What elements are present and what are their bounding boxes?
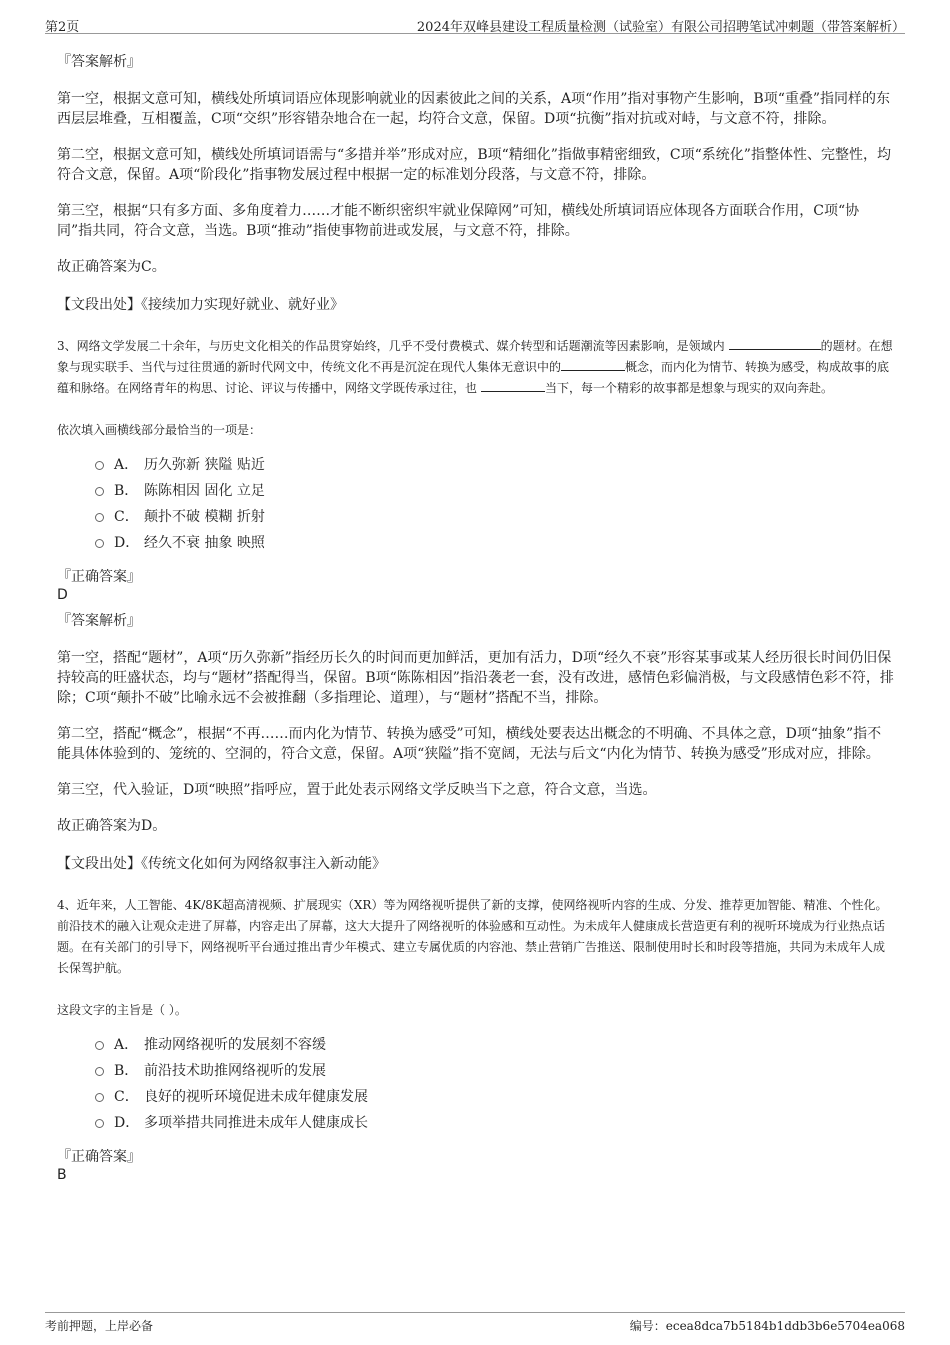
answer-conclusion: 故正确答案为C。	[57, 259, 166, 275]
analysis-paragraph: 第二空，搭配“概念”，根据“不再……而内化为情节、转换为感受”可知，横线处要表达出概念的不明确、不具体之意，D项“抽象”指不能具体体验到的、笼统的、空洞的，符合文意，保留。A项“狭隘”指不宽阔，无法与后文“内化为情节、转换为感受”形成对应，排除。	[57, 726, 882, 762]
analysis-label: 『答案解析』	[57, 613, 141, 629]
document-title: 2024年双峰县建设工程质量检测（试验室）有限公司招聘笔试冲刺题（带答案解析）	[416, 20, 905, 35]
radio-icon[interactable]	[95, 1041, 104, 1050]
source-citation: 【文段出处】《传统文化如何为网络叙事注入新动能》	[57, 856, 386, 872]
page-header	[45, 13, 905, 34]
correct-answer-label: 『正确答案』	[57, 569, 141, 585]
analysis-paragraph: 第一空，根据文意可知，横线处所填词语应体现影响就业的因素彼此之间的关系，A项“作用”指对事物产生影响，B项“重叠”指同样的东西层层堆叠，互相覆盖，C项“交织”形容错杂地合在一起，均符合文意，保留。D项“抗衡”指对抗或对峙，与文意不符，排除。	[57, 91, 891, 127]
question-stem: 3、网络文学发展二十余年，与历史文化相关的作品贯穿始终，几乎不受付费模式、媒介转型和话题潮流等因素影响，是领域内 的题材。在想象与现实联手、当代与过往贯通的新时代网文中，传统文化不再是沉淀在现代人集体无意识中的 概念，而内化为情节、转换为感受，构成故事的底蕴和脉络。在网络青年的构思、讨论、评议与传播中，网络文学既传承过往，也 当下，每一个精彩的故事都是想象与现实的双向奔赴。	[57, 339, 893, 395]
question-prompt: 这段文字的主旨是（ ）。	[57, 1003, 187, 1017]
option-list	[95, 1032, 894, 1136]
fill-blank	[481, 379, 545, 392]
radio-icon[interactable]	[95, 1067, 104, 1076]
radio-icon[interactable]	[95, 1119, 104, 1128]
option-b[interactable]: B． 前沿技术助推网络视听的发展	[95, 1058, 894, 1084]
question-stem: 4、近年来，人工智能、4K/8K超高清视频、扩展现实（XR）等为网络视听提供了新的支撑，使网络视听内容的生成、分发、推荐更加智能、精准、个性化。前沿技术的融入让观众走进了屏幕，内容走出了屏幕，这大大提升了网络视听的体验感和互动性。为未成年人健康成长营造更有利的视听环境成为行业热点话题。在有关部门的引导下，网络视听平台通过推出青少年模式、建立专属优质的内容池、禁止营销广告推送、限制使用时长和时段等措施，共同为未成年人成长保驾护航。	[57, 898, 888, 975]
analysis-paragraph: 第三空，根据“只有多方面、多角度着力……才能不断织密织牢就业保障网”可知，横线处所填词语应体现各方面联合作用，C项“协同”指共同，符合文意，当选。B项“推动”指使事物前进或发展，与文意不符，排除。	[57, 203, 860, 239]
option-a[interactable]: A． 历久弥新 狭隘 贴近	[95, 452, 894, 478]
fill-blank	[729, 337, 821, 350]
option-c[interactable]: C． 颠扑不破 模糊 折射	[95, 504, 894, 530]
radio-icon[interactable]	[95, 513, 104, 522]
page-footer	[45, 1312, 905, 1335]
radio-icon[interactable]	[95, 461, 104, 470]
option-d[interactable]: D． 多项举措共同推进未成年人健康成长	[95, 1110, 894, 1136]
analysis-paragraph: 第一空，搭配“题材”，A项“历久弥新”指经历长久的时间而更加鲜活，更加有活力，D项“经久不衰”形容某事或某人经历很长时间仍旧保持较高的旺盛状态，均与“题材”搭配得当，保留。B项“陈陈相因”指沿袭老一套，没有改进，感情色彩偏消极，与文段感情色彩不符，排除；C项“颠扑不破”比喻永远不会被推翻（多指理论、道理），与“题材”搭配不当，排除。	[57, 650, 894, 706]
radio-icon[interactable]	[95, 539, 104, 548]
page-content	[57, 45, 894, 1184]
fill-blank	[561, 358, 625, 371]
option-a[interactable]: A． 推动网络视听的发展刻不容缓	[95, 1032, 894, 1058]
option-d[interactable]: D． 经久不衰 抽象 映照	[95, 530, 894, 556]
document-serial: 编号：ecea8dca7b5184b1ddb3b6e5704ea068	[629, 1319, 905, 1333]
source-citation: 【文段出处】《接续加力实现好就业、就好业》	[57, 297, 344, 313]
option-c[interactable]: C． 良好的视听环境促进未成年健康发展	[95, 1084, 894, 1110]
analysis-paragraph: 第二空，根据文意可知，横线处所填词语需与“多措并举”形成对应，B项“精细化”指做事精密细致，C项“系统化”指整体性、完整性，均符合文意，保留。A项“阶段化”指事物发展过程中根据一定的标准划分段落，与文意不符，排除。	[57, 147, 891, 183]
question-prompt: 依次填入画横线部分最恰当的一项是：	[57, 423, 262, 437]
analysis-label: 『答案解析』	[57, 54, 141, 70]
correct-answer: D	[57, 587, 68, 603]
option-list	[95, 452, 894, 556]
correct-answer-label: 『正确答案』	[57, 1149, 141, 1165]
analysis-paragraph: 第三空，代入验证，D项“映照”指呼应，置于此处表示网络文学反映当下之意，符合文意，当选。	[57, 782, 657, 798]
option-b[interactable]: B． 陈陈相因 固化 立足	[95, 478, 894, 504]
radio-icon[interactable]	[95, 487, 104, 496]
radio-icon[interactable]	[95, 1093, 104, 1102]
page-number: 第2页	[45, 20, 80, 35]
answer-conclusion: 故正确答案为D。	[57, 818, 167, 834]
footer-slogan: 考前押题，上岸必备	[45, 1319, 154, 1333]
correct-answer: B	[57, 1167, 67, 1183]
